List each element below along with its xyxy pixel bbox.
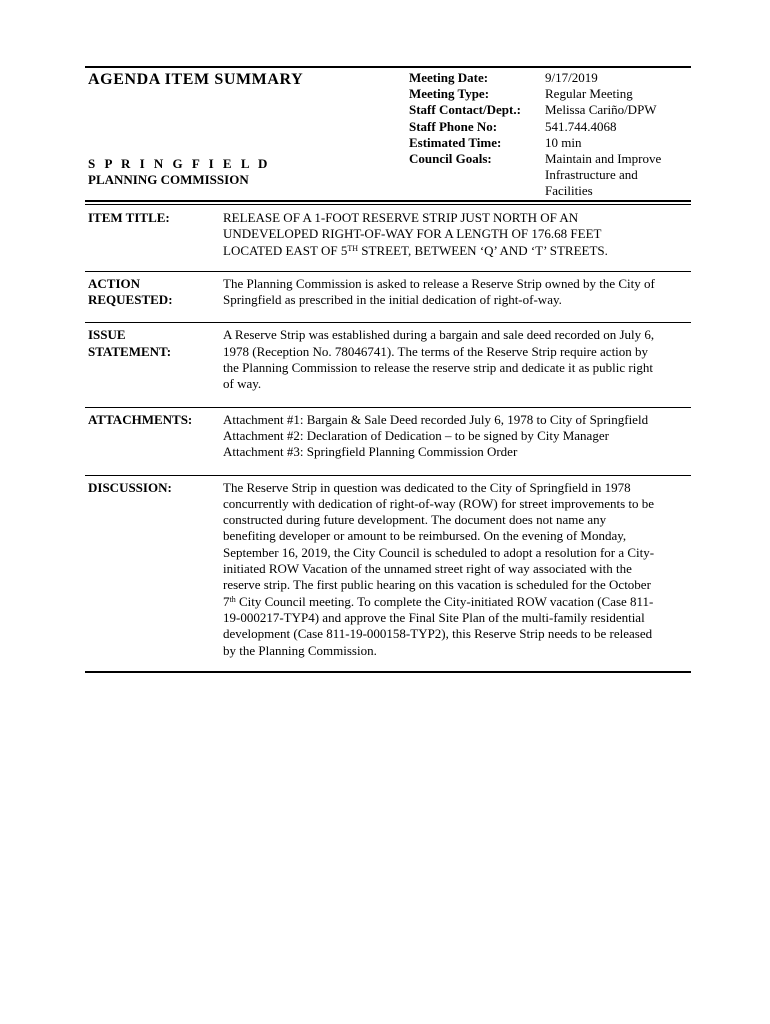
discussion-text: City Council meeting. To complete the City-initiated ROW vacation (Case 811- [235,593,654,609]
item-title-text: STREET, BETWEEN ‘Q’ AND ‘T’ STREETS. [358,242,608,258]
meta-row-type [409,86,691,102]
discussion-line: constructed during future development. The document does not name any [223,512,607,528]
action-line: The Planning Commission is asked to release a Reserve Strip owned by the City of [223,275,655,291]
item-title-text: LOCATED EAST OF 5 [223,242,348,258]
attachment-item: Attachment #2: Declaration of Dedication – to be signed by City Manager [223,427,609,443]
discussion-line: reserve strip. The first public hearing on this vacation is scheduled for the October [223,577,651,593]
discussion-line: by the Planning Commission. [223,642,377,658]
attachment-item: Attachment #3: Springfield Planning Commission Order [223,444,518,460]
org-name: S P R I N G F I E L D [88,156,271,171]
discussion-section [85,476,691,671]
attachments-label: ATTACHMENTS: [88,411,193,427]
bottom-rule [85,671,691,673]
discussion-line: The Reserve Strip in question was dedicated to the City of Springfield in 1978 [223,479,631,495]
discussion-label: DISCUSSION: [88,479,172,495]
discussion-line: 19-000217-TYP4) and approve the Final Site Plan of the multi-family residential [223,609,645,625]
meta-value [545,86,691,102]
meta-value [545,119,691,135]
item-title-line: RELEASE OF A 1-FOOT RESERVE STRIP JUST NORTH OF AN [223,210,579,225]
meta-value-line: 541.744.4068 [545,118,617,134]
issue-line: of way. [223,376,262,392]
discussion-line [223,594,687,610]
meta-value-line: 9/17/2019 [545,70,598,85]
org-subtitle: PLANNING COMMISSION [88,172,249,187]
action-line: Springfield as prescribed in the initial dedication of right-of-way. [223,292,562,308]
item-title-body [223,210,691,259]
meta-value-line: 10 min [545,134,582,150]
discussion-line: initiated ROW Vacation of the unnamed street right of way associated with the [223,561,632,577]
document-title: AGENDA ITEM SUMMARY [88,71,304,88]
attachments-body [223,412,691,461]
action-section [85,272,691,323]
meta-row-date [409,70,691,86]
discussion-line: concurrently with dedication of right-of-way (ROW) for street improvements to be [223,495,655,511]
meta-value [545,102,691,118]
discussion-text: 7 [223,593,230,609]
meta-label: Estimated Time: [409,134,502,150]
meta-label: Staff Phone No: [409,118,498,134]
issue-line: A Reserve Strip was established during a bargain and sale deed recorded on July 6, [223,327,655,343]
meta-row-goals [409,151,691,200]
action-label-line: REQUESTED: [88,292,173,308]
discussion-superscript: th [229,594,236,604]
meta-value-line: Maintain and Improve [545,151,662,167]
discussion-line: development (Case 811-19-000158-TYP2), this Reserve Strip needs to be released [223,626,653,642]
attachment-item: Attachment #1: Bargain & Sale Deed recorded July 6, 1978 to City of Springfield [223,411,649,427]
issue-section [85,323,691,406]
meta-value-line: Infrastructure and [545,167,638,183]
item-title-line: UNDEVELOPED RIGHT-OF-WAY FOR A LENGTH OF 176.68 FEET [223,226,602,242]
meta-value [545,70,691,86]
discussion-line: benefiting developer or amount to be reimbursed. On the evening of Monday, [223,528,627,544]
action-body [223,276,691,309]
issue-line: the Planning Commission to release the reserve strip and dedicate it as public right [223,360,653,376]
meta-value-line: Melissa Cariño/DPW [545,102,657,118]
meta-label: Meeting Date: [409,70,489,85]
meta-value [545,135,691,151]
action-label [85,276,223,309]
meta-label: Meeting Type: [409,86,490,102]
meta-label: Council Goals: [409,151,492,167]
item-title-label: ITEM TITLE: [88,210,170,225]
discussion-body [223,480,691,659]
meeting-meta [409,70,691,200]
item-title-section [85,205,691,271]
attachments-section [85,408,691,475]
action-label-line: ACTION [88,275,141,291]
header [85,68,691,200]
meta-row-phone [409,119,691,135]
issue-label-line: ISSUE [88,327,126,343]
meta-value [545,151,691,200]
discussion-line: September 16, 2019, the City Council is scheduled to adopt a resolution for a City- [223,544,655,560]
issue-label [85,327,223,392]
meta-value-line: Facilities [545,183,593,199]
issue-label-line: STATEMENT: [88,343,172,359]
issue-line: 1978 (Reception No. 78046741). The terms of the Reserve Strip require action by [223,343,649,359]
meta-row-contact [409,102,691,118]
item-title-line [223,243,687,259]
meta-label: Staff Contact/Dept.: [409,102,521,118]
agenda-page [85,66,691,673]
meta-value-line: Regular Meeting [545,86,633,102]
meta-row-time [409,135,691,151]
item-title-superscript: TH [347,243,359,253]
issue-body [223,327,691,392]
